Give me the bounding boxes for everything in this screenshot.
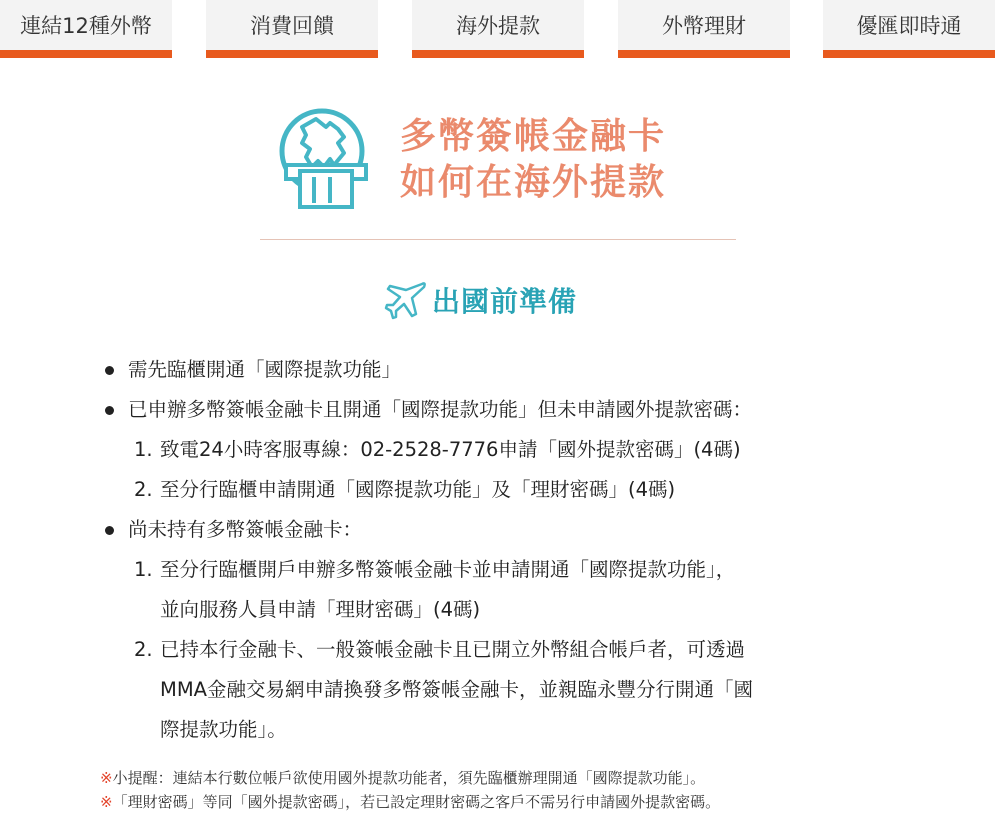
sub-item-text: 並向服務人員申請「理財密碼」(4碼): [160, 598, 481, 621]
sub-list-item: [102, 430, 922, 470]
sub-item-number: 2.: [134, 638, 153, 661]
section-title: 出國前準備: [432, 285, 578, 318]
sub-item-number: 1.: [134, 558, 153, 581]
tab-overseas-withdrawal[interactable]: [412, 0, 584, 58]
list-item: 需先臨櫃開通「國際提款功能」: [102, 350, 922, 390]
sub-item-text: 致電24小時客服專線：02-2528-7776申請「國外提款密碼」(4碼): [160, 438, 741, 461]
list-item: 已申辦多幣簽帳金融卡且開通「國際提款功能」但未申請國外提款密碼：: [102, 390, 922, 430]
tab-underline: [823, 50, 995, 58]
tab-12-currencies[interactable]: [0, 0, 172, 58]
tab-label: 海外提款: [456, 14, 540, 38]
divider: [260, 239, 736, 240]
footnote: [100, 766, 720, 790]
tab-label: 消費回饋: [250, 14, 334, 38]
sub-item-text: 際提款功能」。: [160, 718, 287, 741]
tab-bar: [0, 0, 995, 58]
sub-list-item: [102, 470, 922, 510]
note-text: 「理財密碼」等同「國外提款密碼」，若已設定理財密碼之客戶不需另行申請國外提款密碼。: [112, 793, 721, 811]
tab-instant-remit[interactable]: [823, 0, 995, 58]
note-mark: ※: [100, 793, 113, 811]
sub-item-text: 至分行臨櫃開戶申辦多幣簽帳金融卡並申請開通「國際提款功能」，: [160, 558, 736, 581]
list-item: 尚未持有多幣簽帳金融卡：: [102, 510, 922, 550]
tab-underline: [618, 50, 790, 58]
footnote: [100, 790, 720, 814]
page-title-line2: 如何在海外提款: [400, 162, 667, 203]
tab-underline: [412, 50, 584, 58]
instruction-list: [102, 350, 922, 750]
tab-underline: [206, 50, 378, 58]
hero-header: [272, 100, 732, 220]
note-mark: ※: [100, 769, 113, 787]
tab-label: 優匯即時通: [856, 14, 962, 38]
note-text: 小提醒：連結本行數位帳戶欲使用國外提款功能者，須先臨櫃辦理開通「國際提款功能」。: [112, 769, 706, 787]
tab-label: 連結12種外幣: [20, 14, 152, 38]
sub-item-text: MMA金融交易網申請換發多幣簽帳金融卡，並親臨永豐分行開通「國: [160, 678, 753, 701]
tab-underline: [0, 50, 172, 58]
tab-fx-wealth[interactable]: [618, 0, 790, 58]
tab-spending-rewards[interactable]: [206, 0, 378, 58]
tab-label: 外幣理財: [662, 14, 746, 38]
globe-atm-icon: [272, 105, 378, 215]
page-title: [400, 114, 666, 206]
footnotes: [100, 766, 720, 814]
sub-list-item: [102, 550, 922, 630]
sub-item-number: 1.: [134, 438, 153, 461]
sub-item-number: 2.: [134, 478, 153, 501]
sub-item-text: 至分行臨櫃申請開通「國際提款功能」及「理財密碼」(4碼): [160, 478, 676, 501]
sub-item-text: 已持本行金融卡、一般簽帳金融卡且已開立外幣組合帳戶者，可透過: [160, 638, 746, 661]
airplane-icon: [384, 280, 428, 320]
page-title-line1: 多幣簽帳金融卡: [400, 116, 667, 157]
sub-list-item: [102, 630, 922, 750]
